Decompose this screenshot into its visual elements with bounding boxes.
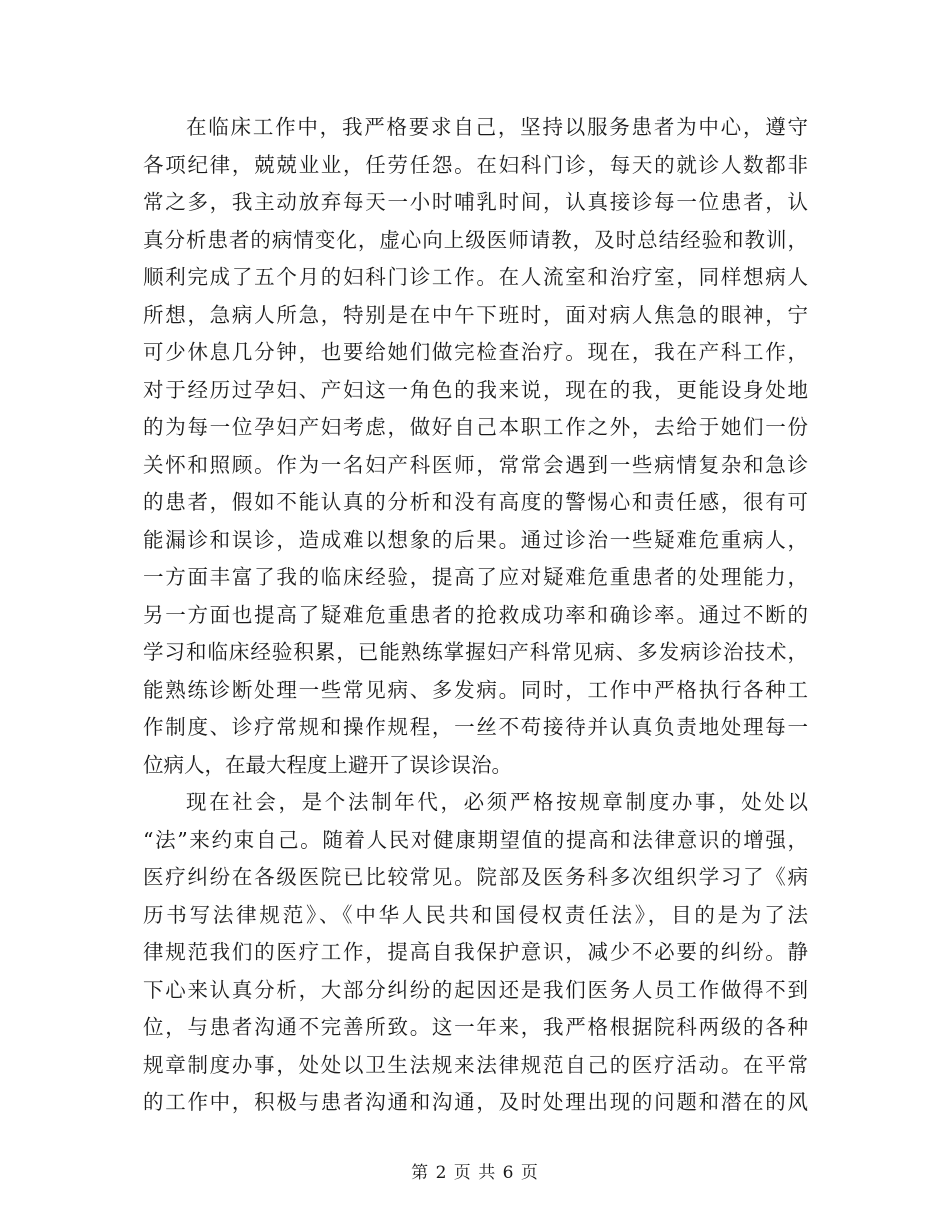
text-line: 规章制度办事，处处以卫生法规来法律规范自己的医疗活动。在平常 xyxy=(143,1052,808,1077)
text-line: 另一方面也提高了疑难危重患者的抢救成功率和确诊率。通过不断的 xyxy=(143,602,808,627)
text-line: 对于经历过孕妇、产妇这一角色的我来说，现在的我，更能设身处地 xyxy=(143,377,808,402)
text-line: 能熟练诊断处理一些常见病、多发病。同时，工作中严格执行各种工 xyxy=(143,677,808,702)
text-line: 医疗纠纷在各级医院已比较常见。院部及医务科多次组织学习了《病 xyxy=(143,865,808,889)
text-line: 的患者，假如不能认真的分析和没有高度的警惕心和责任感，很有可 xyxy=(143,490,808,514)
text-line: 顺利完成了五个月的妇科门诊工作。在人流室和治疗室，同样想病人 xyxy=(143,265,808,289)
text-line: 位病人，在最大程度上避开了误诊误治。 xyxy=(143,752,512,777)
text-line: 可少休息几分钟，也要给她们做完检查治疗。现在，我在产科工作， xyxy=(143,340,808,364)
text-line: 现在社会，是个法制年代，必须严格按规章制度办事，处处以 xyxy=(186,790,808,814)
text-line: 历书写法律规范》、《中华人民共和国侵权责任法》，目的是为了法 xyxy=(143,902,808,927)
text-line: 下心来认真分析，大部分纠纷的起因还是我们医务人员工作做得不到 xyxy=(143,977,808,1002)
text-line: 作制度、诊疗常规和操作规程，一丝不苟接待并认真负责地处理每一 xyxy=(143,715,808,739)
document-body xyxy=(143,109,808,1122)
text-line: 的工作中，积极与患者沟通和沟通，及时处理出现的问题和潜在的风 xyxy=(143,1090,808,1114)
text-line: 真分析患者的病情变化，虚心向上级医师请教，及时总结经验和教训， xyxy=(143,227,808,252)
text-line: 一方面丰富了我的临床经验，提高了应对疑难危重患者的处理能力， xyxy=(143,565,808,589)
text-line: 常之多，我主动放弃每天一小时哺乳时间，认真接诊每一位患者，认 xyxy=(143,190,808,214)
text-line: 位，与患者沟通不完善所致。这一年来，我严格根据院科两级的各种 xyxy=(143,1015,808,1039)
text-line: 关怀和照顾。作为一名妇产科医师，常常会遇到一些病情复杂和急诊 xyxy=(143,452,808,477)
text-line: 在临床工作中，我严格要求自己，坚持以服务患者为中心，遵守 xyxy=(186,115,808,139)
text-line: 各项纪律，兢兢业业，任劳任怨。在妇科门诊，每天的就诊人数都非 xyxy=(143,152,808,177)
text-line: 所想，急病人所急，特别是在中午下班时，面对病人焦急的眼神，宁 xyxy=(143,302,808,327)
page-number-footer: 第 2 页 共 6 页 xyxy=(411,1163,539,1183)
text-line: 能漏诊和误诊，造成难以想象的后果。通过诊治一些疑难危重病人， xyxy=(143,527,808,552)
text-line: 律规范我们的医疗工作，提高自我保护意识，减少不必要的纠纷。静 xyxy=(143,940,808,964)
text-line: 的为每一位孕妇产妇考虑，做好自己本职工作之外，去给于她们一份 xyxy=(143,415,808,439)
text-line: 学习和临床经验积累，已能熟练掌握妇产科常见病、多发病诊治技术， xyxy=(143,640,808,664)
text-line: “法”来约束自己。随着人民对健康期望值的提高和法律意识的增强， xyxy=(143,827,808,852)
